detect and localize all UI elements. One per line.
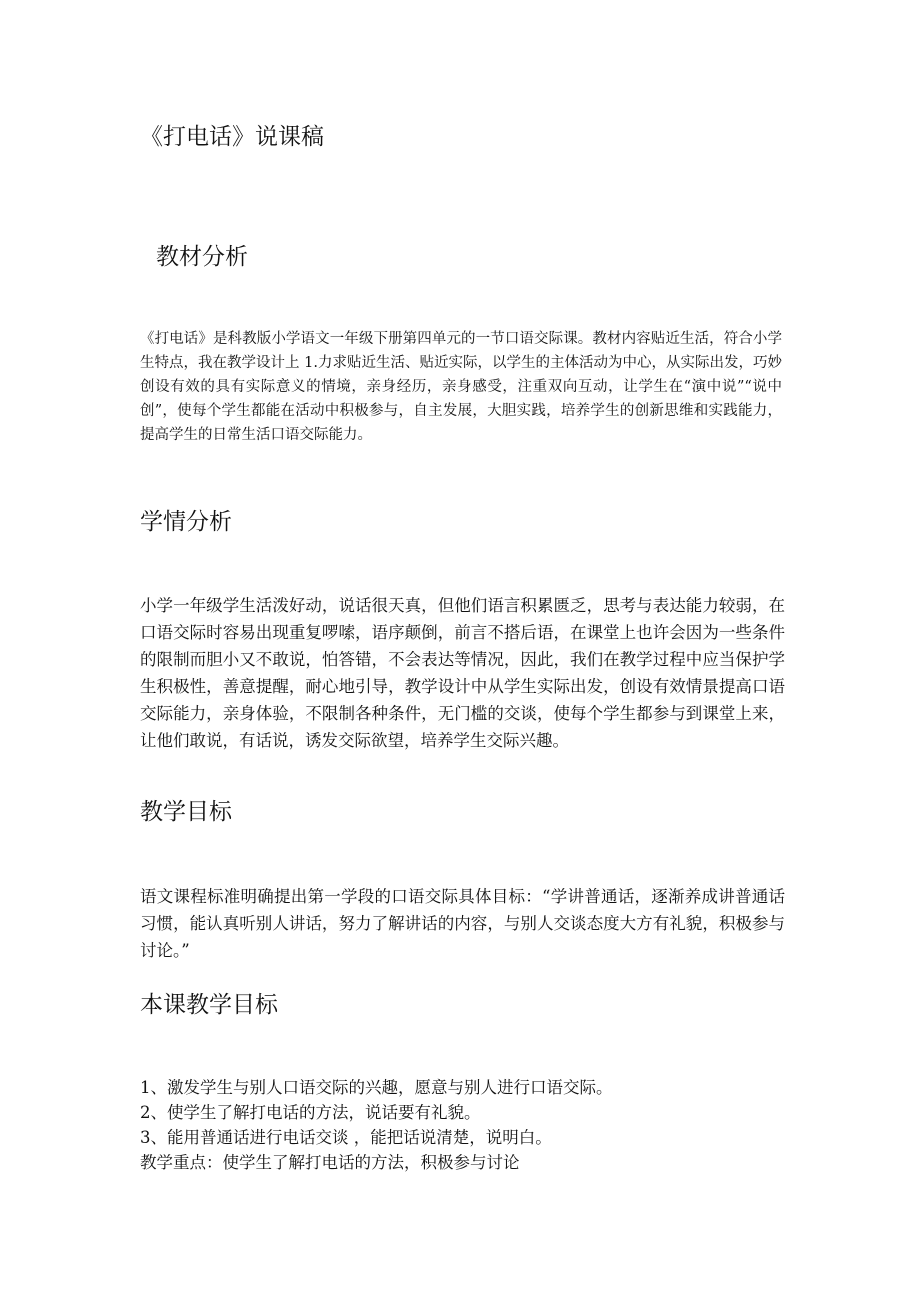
list-item: 1、激发学生与别人口语交际的兴趣，愿意与别人进行口语交际。 — [140, 1078, 613, 1097]
document-title: 《打电话》说课稿 — [140, 124, 324, 150]
list-item: 2、使学生了解打电话的方法，说话要有礼貌。 — [140, 1103, 481, 1122]
list-item: 教学重点：使学生了解打电话的方法，积极参与讨论 — [140, 1153, 520, 1172]
lesson-goals-list — [140, 1075, 613, 1175]
section-heading-lesson-goals: 本课教学目标 — [140, 992, 278, 1018]
section-heading-teaching-goals: 教学目标 — [140, 799, 232, 825]
section-heading-student-analysis: 学情分析 — [140, 509, 232, 535]
section-heading-textbook-analysis: 教材分析 — [156, 244, 248, 270]
section-paragraph-student-analysis: 小学一年级学生活泼好动，说话很天真，但他们语言积累匮乏，思考与表达能力较弱，在口语交际时容易出现重复啰嗦，语序颠倒，前言不搭后语，在课堂上也许会因为一些条件的限制而胆小又不敢说，怕答错，不会表达等情况，因此，我们在教学过程中应当保护学生积极性，善意提醒，耐心地引导，教学设计中从学生实际出发，创设有效情景提高口语交际能力，亲身体验，不限制各种条件，无门槛的交谈，使每个学生都参与到课堂上来，让他们敢说，有话说，诱发交际欲望，培养学生交际兴趣。 — [140, 596, 785, 750]
section-paragraph-textbook-analysis: 《打电话》是科教版小学语文一年级下册第四单元的一节口语交际课。教材内容贴近生活，符合小学生特点，我在教学设计上 1.力求贴近生活、贴近实际，以学生的主体活动为中心，从实际出发，巧妙创设有效的具有实际意义的情境，亲身经历，亲身感受，注重双向互动，让学生在“演中说”“说中创”，使每个学生都能在活动中积极参与，自主发展，大胆实践，培养学生的创新思维和实践能力，提高学生的日常生活口语交际能力。 — [140, 331, 782, 443]
list-item: 3、能用普通话进行电话交谈 ，能把话说清楚，说明白。 — [140, 1128, 552, 1147]
section-paragraph-teaching-goals: 语文课程标准明确提出第一学段的口语交际具体目标：“学讲普通话，逐渐养成讲普通话习惯，能认真听别人讲话，努力了解讲话的内容，与别人交谈态度大方有礼貌，积极参与讨论。” — [140, 887, 785, 960]
